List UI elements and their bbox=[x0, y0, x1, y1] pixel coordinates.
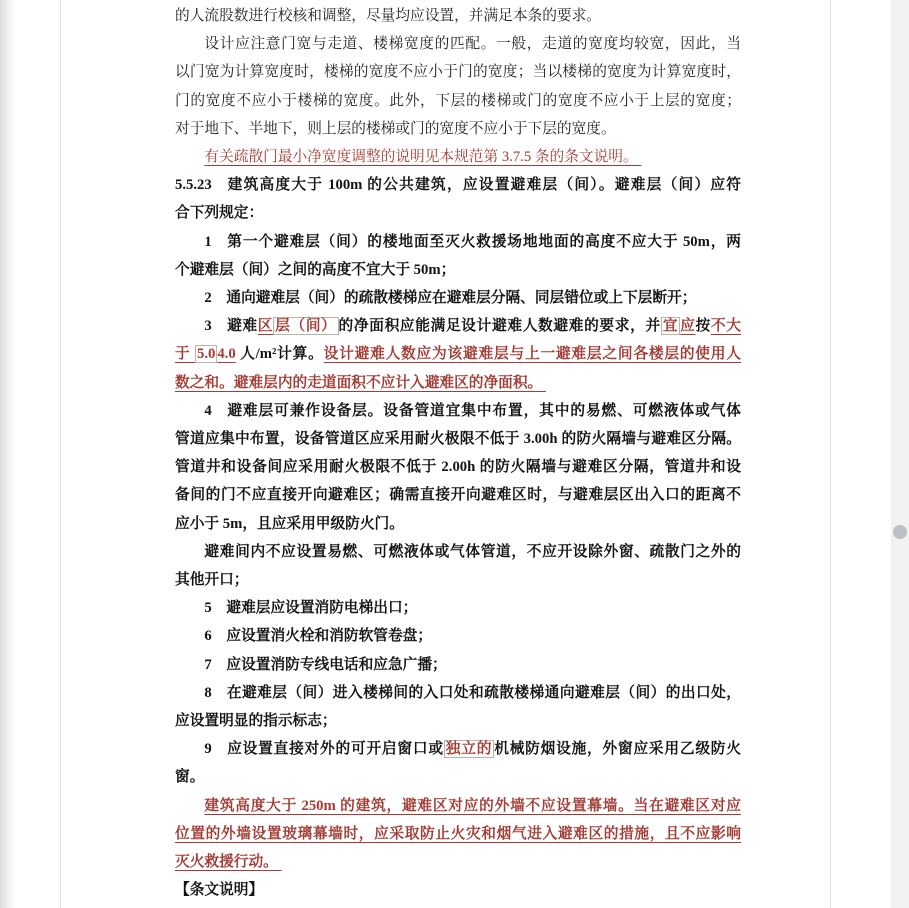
text-run: 8 在避难层（间）进入楼梯间的入口处和疏散楼梯通向避难层（间）的出口处， bbox=[204, 684, 741, 701]
doc-line bbox=[175, 735, 741, 763]
doc-line bbox=[175, 792, 741, 820]
doc-line bbox=[175, 622, 741, 650]
revision-inserted-text: 建筑高度大于 250m 的建筑，避难区对应的外墙不应设置幕墙。当在避难区对应 bbox=[204, 797, 741, 814]
text-run: 设计应注意门宽与走道、楼梯宽度的匹配。一般，走道的宽度均较宽，因此，当 bbox=[204, 36, 741, 53]
doc-line bbox=[175, 566, 741, 594]
doc-line bbox=[175, 2, 741, 30]
text-run: 应设置明显的指示标志； bbox=[175, 713, 337, 730]
document-text bbox=[175, 2, 741, 905]
scrollbar-track[interactable] bbox=[891, 0, 909, 908]
text-run: 5 避难层应设置消防电梯出口； bbox=[204, 600, 418, 617]
text-run: 其他开口； bbox=[175, 572, 249, 589]
doc-line bbox=[175, 848, 741, 876]
text-run: 按 bbox=[695, 318, 711, 335]
text-run: 备间的门不应直接开向避难区；确需直接开向避难区时，与避难层区出入口的距离不 bbox=[175, 487, 741, 504]
revision-inserted-text: 区 bbox=[257, 318, 274, 335]
text-run: 对于地下、半地下，则上层的楼梯或门的宽度不应小于下层的宽度。 bbox=[175, 120, 616, 137]
text-run: 的净面积应能满足设计避难人数避难的要求，并 bbox=[338, 318, 661, 335]
text-run: 个避难层（间）之间的高度不宜大于 50m； bbox=[175, 261, 456, 278]
text-run: 窗。 bbox=[175, 769, 205, 786]
revision-inserted-text: 有关疏散门最小净宽度调整的说明见本规范第 3.7.5 条的条文说明。 bbox=[204, 149, 642, 166]
doc-line bbox=[175, 256, 741, 284]
revision-inserted-text: 设计避难人数应为该避难层与上一避难层之间各楼层的使用人 bbox=[323, 346, 741, 363]
revision-deleted-text: 5.0 bbox=[196, 346, 216, 363]
doc-line bbox=[175, 594, 741, 622]
doc-line bbox=[175, 171, 741, 199]
text-run: 7 应设置消防专线电话和应急广播； bbox=[204, 656, 447, 673]
revision-inserted-text: 灭火救援行动。 bbox=[175, 854, 282, 871]
revision-inserted-text: 应 bbox=[680, 318, 696, 335]
doc-line bbox=[175, 340, 741, 368]
doc-line bbox=[175, 763, 741, 791]
revision-inserted-text: 4.0 bbox=[217, 346, 236, 363]
doc-line bbox=[175, 58, 741, 86]
text-run: 应小于 5m，且应采用甲级防火门。 bbox=[175, 515, 404, 532]
revision-inserted-text: 于 bbox=[175, 346, 195, 363]
text-run: 机械防烟设施，外窗应采用乙级防火 bbox=[494, 741, 741, 758]
text-run: 9 应设置直接对外的可开启窗口或 bbox=[204, 741, 444, 758]
doc-line bbox=[175, 115, 741, 143]
doc-line bbox=[175, 651, 741, 679]
text-run: 管道应集中布置，设备管道区应采用耐火极限不低于 3.00h 的防火隔墙与避难区分隔。 bbox=[175, 431, 741, 448]
doc-line bbox=[175, 87, 741, 115]
doc-line bbox=[175, 228, 741, 256]
page-left-edge bbox=[60, 0, 61, 908]
page-right-edge bbox=[830, 0, 831, 908]
page-edge-shadow bbox=[0, 0, 16, 908]
doc-line bbox=[175, 679, 741, 707]
text-run: 避难间内不应设置易燃、可燃液体或气体管道，不应开设除外窗、疏散门之外的 bbox=[204, 543, 741, 560]
text-run: 合下列规定： bbox=[175, 205, 264, 222]
text-run: 以门宽为计算宽度时，楼梯的宽度不应小于门的宽度；当以楼梯的宽度为计算宽度时， bbox=[175, 64, 741, 81]
text-run: 门的宽度不应小于楼梯的宽度。此外，下层的楼梯或门的宽度不应小于上层的宽度； bbox=[175, 92, 741, 109]
text-run: 【条文说明】 bbox=[175, 882, 264, 899]
doc-line bbox=[175, 369, 741, 397]
revision-inserted-text: 不大 bbox=[710, 318, 741, 335]
doc-line bbox=[175, 707, 741, 735]
text-run: 的人流股数进行校核和调整，尽量均应设置，并满足本条的要求。 bbox=[175, 8, 601, 24]
document-page bbox=[61, 0, 830, 908]
doc-line bbox=[175, 453, 741, 481]
revision-deleted-text: 宜 bbox=[662, 318, 679, 335]
doc-line bbox=[175, 284, 741, 312]
revision-inserted-text: 位置的外墙设置玻璃幕墙时，应采取防止火灾和烟气进入避难区的措施，且不应影响 bbox=[175, 825, 741, 842]
revision-inserted-text: 数之和。避难层内的走道面积不应计入避难区的净面积。 bbox=[175, 374, 546, 391]
doc-line bbox=[175, 820, 741, 848]
doc-line bbox=[175, 510, 741, 538]
doc-line bbox=[175, 481, 741, 509]
doc-line bbox=[175, 143, 741, 171]
doc-line bbox=[175, 425, 741, 453]
text-run: 1 第一个避难层（间）的楼地面至灭火救援场地地面的高度不应大于 50m，两 bbox=[204, 233, 741, 250]
doc-line bbox=[175, 538, 741, 566]
doc-line bbox=[175, 30, 741, 58]
text-run: 6 应设置消火栓和消防软管卷盘； bbox=[204, 628, 433, 645]
text-run: 人/m²计算。 bbox=[235, 346, 324, 363]
doc-line bbox=[175, 199, 741, 227]
text-run: 2 通向避难层（间）的疏散楼梯应在避难层分隔、同层错位或上下层断开； bbox=[204, 290, 697, 307]
text-run: 管道井和设备间应采用耐火极限不低于 2.00h 的防火隔墙与避难区分隔，管道井和设 bbox=[175, 459, 741, 476]
revision-deleted-text: 独立的 bbox=[445, 741, 493, 758]
text-run: 3 避难 bbox=[204, 318, 258, 335]
doc-line bbox=[175, 312, 741, 340]
scrollbar-thumb[interactable] bbox=[893, 525, 907, 539]
doc-line bbox=[175, 876, 741, 904]
text-run: 4 避难层可兼作设备层。设备管道宜集中布置，其中的易燃、可燃液体或气体 bbox=[204, 402, 741, 419]
revision-deleted-text: 层（间） bbox=[275, 318, 337, 335]
text-run: 5.5.23 建筑高度大于 100m 的公共建筑，应设置避难层（间）。避难层（间）应符 bbox=[175, 177, 741, 194]
doc-line bbox=[175, 397, 741, 425]
